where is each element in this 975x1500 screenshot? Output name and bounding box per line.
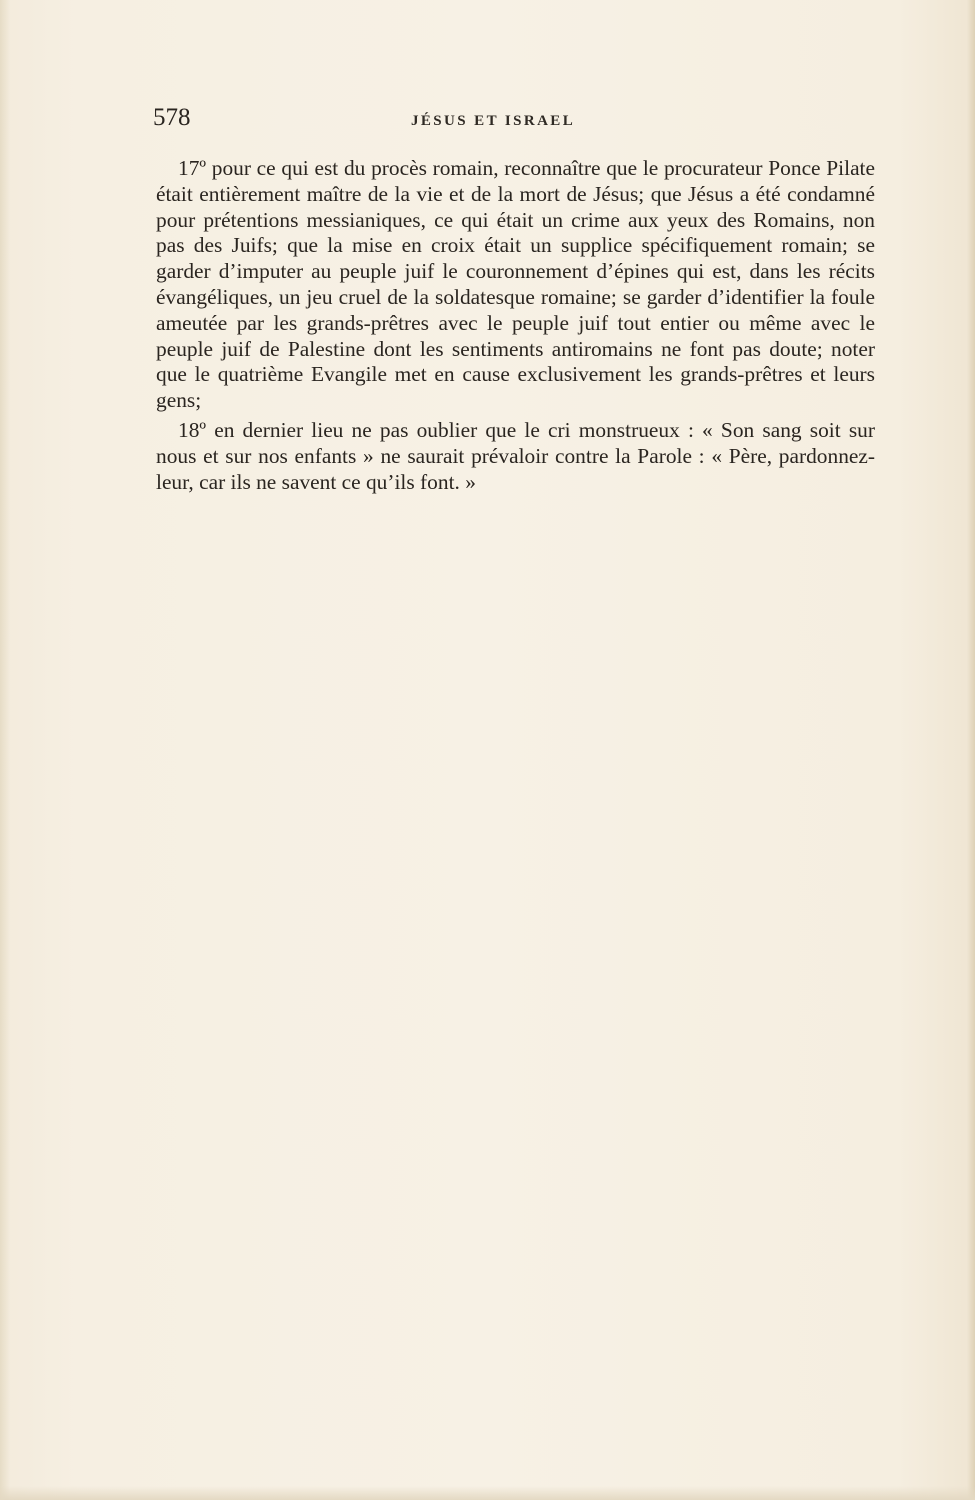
body-text (156, 156, 875, 495)
running-head (153, 104, 873, 136)
page-left-edge-shadow (0, 0, 10, 1500)
page-bottom-edge-shadow (0, 1486, 975, 1500)
page-number: 578 (153, 104, 191, 131)
running-title: JÉSUS ET ISRAEL (411, 113, 576, 129)
page-right-edge-shadow (967, 0, 975, 1500)
paragraph-18: 18º en dernier lieu ne pas oublier que le cri monstrueux : « Son sang soit sur nous et sur nos enfants » ne saurait prévaloir contre la Parole : « Père, pardonnez-leur, car ils ne savent ce qu’ils font. » (156, 417, 875, 494)
paragraph-17: 17º pour ce qui est du procès romain, reconnaître que le procurateur Ponce Pilate était entièrement maître de la vie et de la mort de Jésus; que Jésus a été condamné pour prétentions messianiques, ce qui était un crime aux yeux des Romains, non pas des Juifs; que la mise en croix était un supplice spécifiquement romain; se garder d’imputer au peuple juif le couronnement d’épines qui est, dans les récits évangéliques, un jeu cruel de la soldatesque romaine; se garder d’identifier la foule ameutée par les grands-prêtres avec le peuple juif tout entier ou même avec le peuple juif de Palestine dont les sentiments antiromains ne font pas doute; noter que le quatrième Evangile met en cause exclusivement les grands-prêtres et leurs gens; (156, 156, 875, 413)
